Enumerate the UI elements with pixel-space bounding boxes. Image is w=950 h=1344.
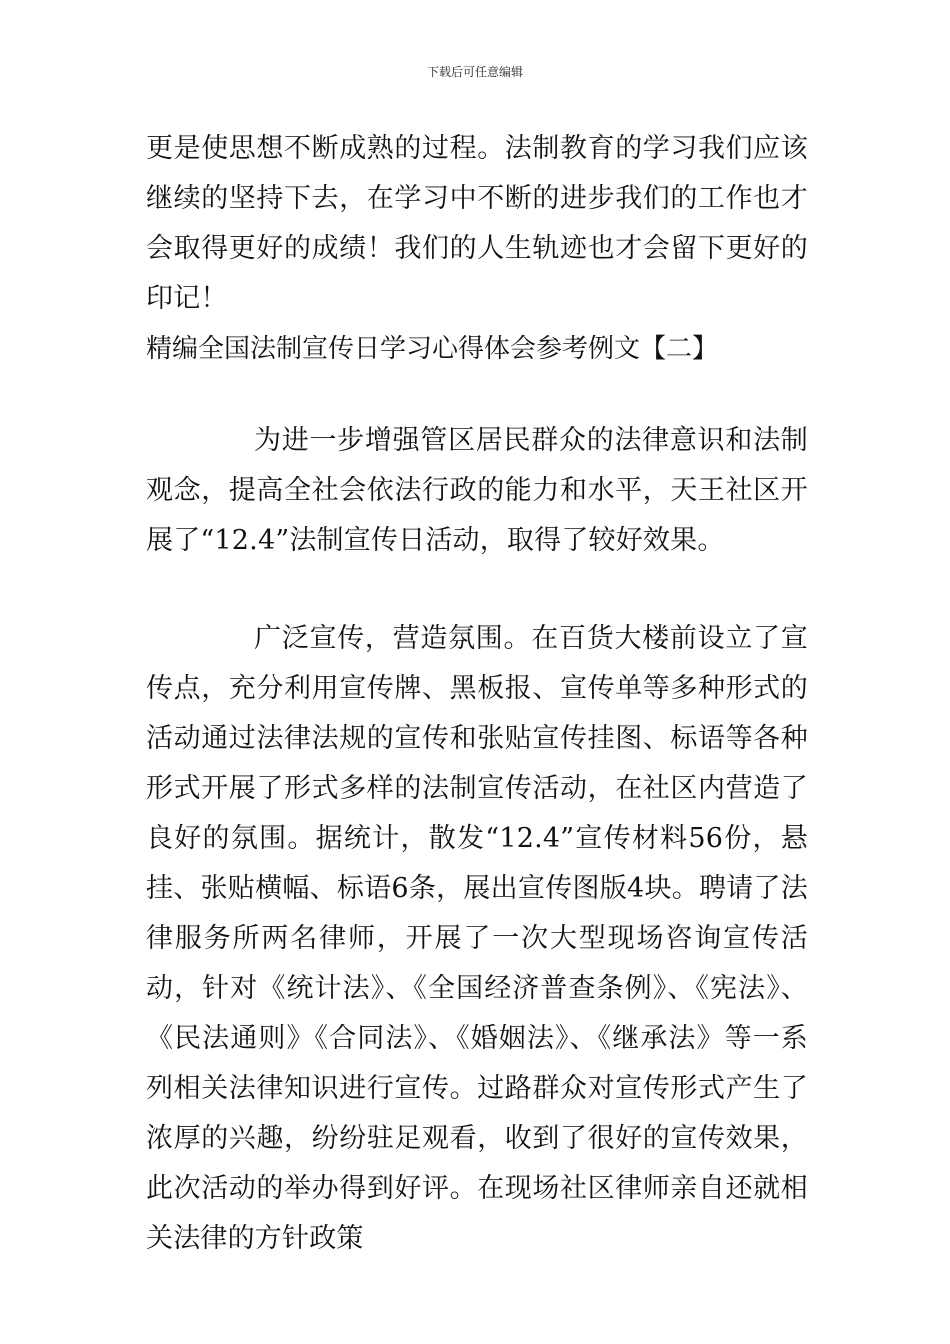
paragraph-intro: 为进一步增强管区居民群众的法律意识和法制观念，提高全社会依法行政的能力和水平，天王社区开展了“12.4”法制宣传日活动，取得了较好效果。 bbox=[146, 425, 808, 556]
section-title: 精编全国法制宣传日学习心得体会参考例文【二】 bbox=[146, 334, 719, 364]
document-body bbox=[146, 124, 808, 1264]
paragraph-publicity: 广泛宣传，营造氛围。在百货大楼前设立了宣传点，充分利用宣传牌、黑板报、宣传单等多种形式的活动通过法律法规的宣传和张贴宣传挂图、标语等各种形式开展了形式多样的法制宣传活动，在社区内营造了良好的氛围。据统计，散发“12.4”宣传材料56份，悬挂、张贴横幅、标语6条，展出宣传图版4块。聘请了法律服务所两名律师，开展了一次大型现场咨询宣传活动，针对《统计法》、《全国经济普查条例》、《宪法》、《民法通则》《合同法》、《婚姻法》、《继承法》等一系列相关法律知识进行宣传。过路群众对宣传形式产生了浓厚的兴趣，纷纷驻足观看，收到了很好的宣传效果，此次活动的举办得到好评。在现场社区律师亲自还就相关法律的方针政策 bbox=[146, 623, 808, 1254]
paragraph-continuation: 更是使思想不断成熟的过程。法制教育的学习我们应该继续的坚持下去，在学习中不断的进步我们的工作也才会取得更好的成绩！我们的人生轨迹也才会留下更好的印记！ bbox=[146, 133, 808, 314]
page-header-note: 下载后可任意编辑 bbox=[426, 65, 523, 79]
